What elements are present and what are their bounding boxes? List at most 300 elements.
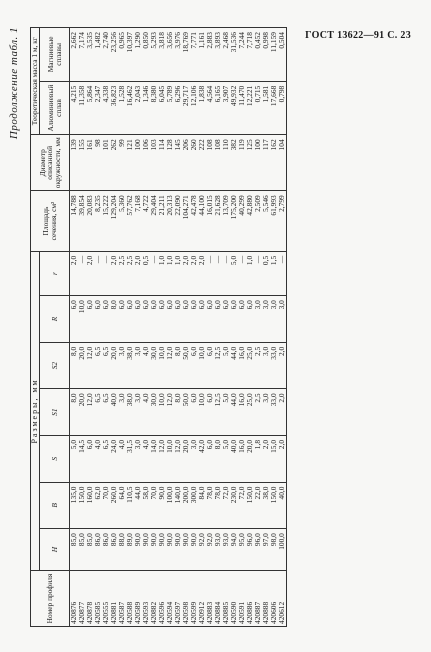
s-value: 8,0 — [214, 435, 222, 482]
r-lower-value: — — [222, 251, 230, 295]
aluminum-mass-value: 3,907 — [222, 81, 230, 135]
r-lower-value: 2,0 — [198, 251, 206, 295]
diameter-value: 106 — [142, 135, 150, 191]
diameter-value: 161 — [86, 135, 94, 191]
h-value: 100,0 — [278, 529, 287, 571]
s-value: 3,0 — [190, 435, 198, 482]
r-upper-value: 6,0 — [86, 296, 94, 343]
r-upper-value: 6,0 — [182, 296, 190, 343]
magnesium-mass-value: 2,662 — [70, 28, 79, 82]
aluminum-mass-value: 4,215 — [70, 81, 79, 135]
r-lower-value: 2,5 — [126, 251, 134, 295]
s2-value: 5,0 — [222, 342, 230, 389]
profile-number: 420887 — [254, 571, 262, 627]
s-value: 14,0 — [150, 435, 158, 482]
h-value: 89,0 — [126, 529, 134, 571]
s-value: 6,0 — [206, 435, 214, 482]
aluminum-mass-value: 8,380 — [150, 81, 158, 135]
s-value: 12,0 — [158, 435, 166, 482]
profile-number: 420555 — [102, 571, 110, 627]
b-value: 110,5 — [126, 482, 134, 529]
b-value: 62,0 — [94, 482, 102, 529]
s2-value: 25,0 — [246, 342, 254, 389]
s2-value: 4,0 — [142, 342, 150, 389]
area-value: 57,762 — [126, 191, 134, 252]
s2-value: 3,0 — [134, 342, 142, 389]
h-value: 90,0 — [182, 529, 190, 571]
r-lower-value: — — [278, 251, 287, 295]
h-value: 92,0 — [198, 529, 206, 571]
col-s2-header: S2 — [40, 342, 70, 389]
r-upper-value: 6,0 — [134, 296, 142, 343]
magnesium-mass-value: 0,504 — [278, 28, 287, 82]
s1-value: 8,0 — [70, 389, 79, 436]
aluminum-mass-value: 4,564 — [206, 81, 214, 135]
diameter-value: 100 — [134, 135, 142, 191]
area-value: 21,628 — [214, 191, 222, 252]
s-value: 4,0 — [142, 435, 150, 482]
area-value: 16,015 — [206, 191, 214, 252]
s2-value: 12,0 — [166, 342, 174, 389]
r-upper-value: 6,0 — [230, 296, 238, 343]
area-value: 20,083 — [86, 191, 94, 252]
r-upper-value: 6,0 — [142, 296, 150, 343]
s1-value: 4,0 — [142, 389, 150, 436]
s-value: 40,0 — [230, 435, 238, 482]
b-value: 40,0 — [278, 482, 287, 529]
profile-number: 420606 — [270, 571, 278, 627]
r-lower-value: — — [78, 251, 86, 295]
profile-number: 420876 — [70, 571, 79, 627]
s-value: 4,0 — [94, 435, 102, 482]
s2-value: 8,0 — [70, 342, 79, 389]
magnesium-mass-value: 2,468 — [222, 28, 230, 82]
s2-value: 3,0 — [262, 342, 270, 389]
s-value: 20,0 — [246, 435, 254, 482]
diameter-value: 114 — [158, 135, 166, 191]
aluminum-mass-value: 2,347 — [94, 81, 102, 135]
col-s1-header: S1 — [40, 389, 70, 436]
profile-number: 420590 — [230, 571, 238, 627]
area-value: 42,880 — [246, 191, 254, 252]
area-value: 21,211 — [158, 191, 166, 252]
profile-number: 420877 — [78, 571, 86, 627]
magnesium-mass-value: 11,159 — [270, 28, 278, 82]
b-value: 200,0 — [182, 482, 190, 529]
h-value: 85,0 — [70, 529, 79, 571]
aluminum-mass-value: 49,932 — [230, 81, 238, 135]
s-value: 12,0 — [174, 435, 182, 482]
profile-number: 420591 — [238, 571, 246, 627]
col-r-upper-header: R — [40, 296, 70, 343]
col-diameter-header: Диаметр описанной окружности, мм — [31, 135, 70, 191]
s-value: 42,0 — [198, 435, 206, 482]
r-lower-value: 0,5 — [142, 251, 150, 295]
profile-number: 420599 — [190, 571, 198, 627]
h-value: 93,0 — [214, 529, 222, 571]
diameter-value: 108 — [206, 135, 214, 191]
s1-value: 44,0 — [230, 389, 238, 436]
aluminum-mass-value: 2,043 — [134, 81, 142, 135]
area-value: 5,360 — [118, 191, 126, 252]
r-upper-value: 6,0 — [198, 296, 206, 343]
s2-value: 8,0 — [174, 342, 182, 389]
area-value: 2,799 — [278, 191, 287, 252]
r-lower-value: 2,0 — [134, 251, 142, 295]
s1-value: 40,0 — [110, 389, 118, 436]
r-upper-value: 6,0 — [238, 296, 246, 343]
h-value: 86,0 — [94, 529, 102, 571]
diameter-value: 162 — [270, 135, 278, 191]
profile-number: 420882 — [150, 571, 158, 627]
area-value: 2,509 — [254, 191, 262, 252]
b-value: 44,0 — [134, 482, 142, 529]
b-value: 150,0 — [78, 482, 86, 529]
s2-value: 6,5 — [102, 342, 110, 389]
col-magnesium-header: Магниевые сплавы — [40, 28, 70, 82]
r-lower-value: 0,5 — [262, 251, 270, 295]
profile-number: 420589 — [134, 571, 142, 627]
aluminum-mass-value: 1,528 — [118, 81, 126, 135]
area-value: 40,299 — [238, 191, 246, 252]
r-lower-value: 2,0 — [70, 251, 79, 295]
s1-value: 16,0 — [238, 389, 246, 436]
col-r-lower-header: r — [40, 251, 70, 295]
col-profile-header: Номер профиля — [31, 571, 70, 627]
profile-number: 420597 — [174, 571, 182, 627]
s1-value: 2,0 — [278, 389, 287, 436]
s2-value: 6,5 — [94, 342, 102, 389]
area-value: 8,235 — [94, 191, 102, 252]
profile-number: 420888 — [262, 571, 270, 627]
area-value: 15,222 — [102, 191, 110, 252]
h-value: 96,0 — [254, 529, 262, 571]
area-value: 42,478 — [190, 191, 198, 252]
page-header: ГОСТ 13622—91 С. 23 — [305, 30, 411, 41]
r-lower-value: 1,0 — [174, 251, 182, 295]
area-value: 13,709 — [222, 191, 230, 252]
area-value: 7,168 — [134, 191, 142, 252]
area-value: 61,993 — [270, 191, 278, 252]
s2-value: 38,0 — [126, 342, 134, 389]
profile-number: 420881 — [110, 571, 118, 627]
diameter-value: 98 — [94, 135, 102, 191]
s1-value: 33,0 — [270, 389, 278, 436]
magnesium-mass-value: 3,656 — [166, 28, 174, 82]
b-value: 135,0 — [70, 482, 79, 529]
magnesium-mass-value: 3,535 — [86, 28, 94, 82]
table-continuation-label: Продолжение табл. 1 — [8, 27, 20, 140]
s1-value: 3,0 — [134, 389, 142, 436]
aluminum-mass-value: 0,715 — [254, 81, 262, 135]
h-value: 98,0 — [270, 529, 278, 571]
h-value: 94,0 — [230, 529, 238, 571]
s2-value: 20,0 — [110, 342, 118, 389]
magnesium-mass-value: 1,482 — [94, 28, 102, 82]
s-value: 4,0 — [118, 435, 126, 482]
h-value: 85,0 — [86, 529, 94, 571]
r-lower-value: — — [102, 251, 110, 295]
aluminum-mass-value: 36,823 — [110, 81, 118, 135]
b-value: 140,0 — [174, 482, 182, 529]
table-row — [278, 28, 287, 627]
diameter-value: 108 — [214, 135, 222, 191]
profile-number: 420878 — [86, 571, 94, 627]
col-mass-header: Теоретическая масса 1 м, кг — [31, 28, 40, 135]
profile-number: 420612 — [278, 571, 287, 627]
aluminum-mass-value: 1,838 — [198, 81, 206, 135]
s1-value: 10,0 — [158, 389, 166, 436]
r-lower-value: — — [206, 251, 214, 295]
magnesium-mass-value: 5,293 — [150, 28, 158, 82]
aluminum-mass-value: 0,798 — [278, 81, 287, 135]
area-value: 129,204 — [110, 191, 118, 252]
aluminum-mass-value: 5,789 — [166, 81, 174, 135]
b-value: 22,0 — [254, 482, 262, 529]
magnesium-mass-value: 0,998 — [262, 28, 270, 82]
h-value: 90,0 — [174, 529, 182, 571]
s-value: 14,5 — [78, 435, 86, 482]
s2-value: 30,0 — [150, 342, 158, 389]
r-upper-value: 6,0 — [126, 296, 134, 343]
s1-value: 10,0 — [198, 389, 206, 436]
area-value: 22,090 — [174, 191, 182, 252]
profile-number: 420588 — [126, 571, 134, 627]
diameter-value: 145 — [174, 135, 182, 191]
r-upper-value: 10,0 — [78, 296, 86, 343]
b-value: 150,0 — [270, 482, 278, 529]
s2-value: 33,0 — [270, 342, 278, 389]
s1-value: 12,0 — [86, 389, 94, 436]
area-value: 104,271 — [182, 191, 190, 252]
profile-number: 420884 — [214, 571, 222, 627]
h-value: 92,0 — [206, 529, 214, 571]
h-value: 86,0 — [110, 529, 118, 571]
profile-number: 420885 — [222, 571, 230, 627]
s1-value: 5,0 — [222, 389, 230, 436]
profile-number: 420598 — [182, 571, 190, 627]
profile-table — [30, 27, 287, 627]
r-upper-value: 6,0 — [150, 296, 158, 343]
s1-value: 8,0 — [174, 389, 182, 436]
magnesium-mass-value: 7,771 — [190, 28, 198, 82]
aluminum-mass-value: 4,338 — [102, 81, 110, 135]
aluminum-mass-value: 16,462 — [126, 81, 134, 135]
diameter-value: 382 — [230, 135, 238, 191]
s2-value: 2,5 — [254, 342, 262, 389]
aluminum-mass-value: 1,581 — [262, 81, 270, 135]
s1-value: 6,5 — [94, 389, 102, 436]
aluminum-mass-value: 11,470 — [238, 81, 246, 135]
magnesium-mass-value: 0,965 — [118, 28, 126, 82]
profile-number: 420883 — [206, 571, 214, 627]
b-value: 70,0 — [150, 482, 158, 529]
h-value: 90,0 — [134, 529, 142, 571]
aluminum-mass-value: 6,165 — [214, 81, 222, 135]
h-value: 96,0 — [246, 529, 254, 571]
aluminum-mass-value: 6,045 — [158, 81, 166, 135]
area-value: 39,854 — [78, 191, 86, 252]
diameter-value: 119 — [238, 135, 246, 191]
magnesium-mass-value: 10,397 — [126, 28, 134, 82]
r-upper-value: 3,0 — [270, 296, 278, 343]
profile-number: 420593 — [142, 571, 150, 627]
s2-value: 3,0 — [118, 342, 126, 389]
aluminum-mass-value: 1,346 — [142, 81, 150, 135]
r-lower-value: — — [94, 251, 102, 295]
s2-value: 44,0 — [230, 342, 238, 389]
magnesium-mass-value: 2,740 — [102, 28, 110, 82]
h-value: 90,0 — [150, 529, 158, 571]
rotated-table-area — [8, 27, 414, 627]
diameter-value: 104 — [278, 135, 287, 191]
s2-value: 20,0 — [78, 342, 86, 389]
s-value: 10,0 — [166, 435, 174, 482]
r-lower-value: 1,0 — [166, 251, 174, 295]
s-value: 6,5 — [102, 435, 110, 482]
diameter-value: 139 — [70, 135, 79, 191]
s-value: 20,0 — [182, 435, 190, 482]
magnesium-mass-value: 7,174 — [78, 28, 86, 82]
aluminum-mass-value: 29,717 — [182, 81, 190, 135]
s-value: 5,0 — [70, 435, 79, 482]
col-aluminum-header: Алюминиевый сплав — [40, 81, 70, 135]
profile-number: 420912 — [198, 571, 206, 627]
col-h-header: H — [40, 529, 70, 571]
magnesium-mass-value: 7,244 — [238, 28, 246, 82]
area-value: 14,788 — [70, 191, 79, 252]
s1-value: 25,0 — [246, 389, 254, 436]
r-upper-value: 6,0 — [246, 296, 254, 343]
profile-number: 420596 — [158, 571, 166, 627]
s2-value: 12,0 — [86, 342, 94, 389]
r-lower-value: 2,0 — [86, 251, 94, 295]
s1-value: 12,0 — [166, 389, 174, 436]
magnesium-mass-value: 0,850 — [142, 28, 150, 82]
r-upper-value: 6,0 — [222, 296, 230, 343]
magnesium-mass-value: 1,161 — [198, 28, 206, 82]
b-value: 260,0 — [110, 482, 118, 529]
aluminum-mass-value: 11,358 — [78, 81, 86, 135]
h-value: 93,0 — [222, 529, 230, 571]
profile-number: 420886 — [246, 571, 254, 627]
s1-value: 6,0 — [206, 389, 214, 436]
b-value: 38,0 — [262, 482, 270, 529]
s2-value: 10,0 — [158, 342, 166, 389]
aluminum-mass-value: 6,296 — [174, 81, 182, 135]
s2-value: 50,0 — [182, 342, 190, 389]
h-value: 90,0 — [142, 529, 150, 571]
aluminum-mass-value: 12,221 — [246, 81, 254, 135]
s-value: 31,5 — [126, 435, 134, 482]
s2-value: 6,0 — [190, 342, 198, 389]
area-value: 5,546 — [262, 191, 270, 252]
r-upper-value: 6,0 — [70, 296, 79, 343]
profile-number: 420585 — [94, 571, 102, 627]
b-value: 78,0 — [214, 482, 222, 529]
s-value: 2,0 — [262, 435, 270, 482]
diameter-value: 117 — [262, 135, 270, 191]
diameter-value: 125 — [246, 135, 254, 191]
diameter-value: 100 — [254, 135, 262, 191]
area-value: 20,313 — [166, 191, 174, 252]
b-value: 58,0 — [142, 482, 150, 529]
r-lower-value: 2,0 — [110, 251, 118, 295]
diameter-value: 262 — [110, 135, 118, 191]
col-b-header: B — [40, 482, 70, 529]
profile-number: 420594 — [166, 571, 174, 627]
aluminum-mass-value: 12,106 — [190, 81, 198, 135]
s-value: 15,0 — [270, 435, 278, 482]
r-lower-value: 5,0 — [230, 251, 238, 295]
diameter-value: 103 — [150, 135, 158, 191]
b-value: 78,0 — [206, 482, 214, 529]
s1-value: 38,0 — [126, 389, 134, 436]
area-value: 175,200 — [230, 191, 238, 252]
diameter-value: 206 — [182, 135, 190, 191]
magnesium-mass-value: 0,452 — [254, 28, 262, 82]
s1-value: 12,5 — [214, 389, 222, 436]
s1-value: 3,0 — [262, 389, 270, 436]
s1-value: 6,0 — [190, 389, 198, 436]
col-sizes-header: Размеры, мм — [31, 251, 40, 570]
magnesium-mass-value: 7,718 — [246, 28, 254, 82]
diameter-value: 101 — [102, 135, 110, 191]
s-value: 24,0 — [110, 435, 118, 482]
s2-value: 2,0 — [278, 342, 287, 389]
b-value: 72,0 — [238, 482, 246, 529]
magnesium-mass-value: 1,290 — [134, 28, 142, 82]
b-value: 84,0 — [198, 482, 206, 529]
s1-value: 50,0 — [182, 389, 190, 436]
col-s-header: S — [40, 435, 70, 482]
magnesium-mass-value: 3,818 — [158, 28, 166, 82]
r-upper-value: 6,0 — [166, 296, 174, 343]
s2-value: 10,0 — [198, 342, 206, 389]
r-lower-value: 2,5 — [118, 251, 126, 295]
s2-value: 6,0 — [206, 342, 214, 389]
profile-number: 420587 — [118, 571, 126, 627]
s1-value: 3,0 — [118, 389, 126, 436]
aluminum-mass-value: 17,668 — [270, 81, 278, 135]
b-value: 100,0 — [166, 482, 174, 529]
b-value: 90,0 — [158, 482, 166, 529]
s1-value: 6,5 — [102, 389, 110, 436]
s1-value: 2,5 — [254, 389, 262, 436]
r-upper-value: 6,0 — [94, 296, 102, 343]
diameter-value: 222 — [198, 135, 206, 191]
s-value: 16,0 — [238, 435, 246, 482]
diameter-value: 128 — [166, 135, 174, 191]
r-lower-value: 2,0 — [190, 251, 198, 295]
s1-value: 30,0 — [150, 389, 158, 436]
h-value: 90,0 — [158, 529, 166, 571]
h-value: 86,0 — [102, 529, 110, 571]
r-upper-value: 6,0 — [214, 296, 222, 343]
diameter-value: 121 — [126, 135, 134, 191]
s-value: 1,8 — [254, 435, 262, 482]
area-value: 44,100 — [198, 191, 206, 252]
s-value: 2,0 — [278, 435, 287, 482]
r-lower-value: — — [254, 251, 262, 295]
s2-value: 16,0 — [238, 342, 246, 389]
s-value: 3,0 — [134, 435, 142, 482]
s1-value: 20,0 — [78, 389, 86, 436]
r-upper-value: 6,0 — [190, 296, 198, 343]
magnesium-mass-value: 3,893 — [214, 28, 222, 82]
magnesium-mass-value: 18,769 — [182, 28, 190, 82]
b-value: 150,0 — [246, 482, 254, 529]
